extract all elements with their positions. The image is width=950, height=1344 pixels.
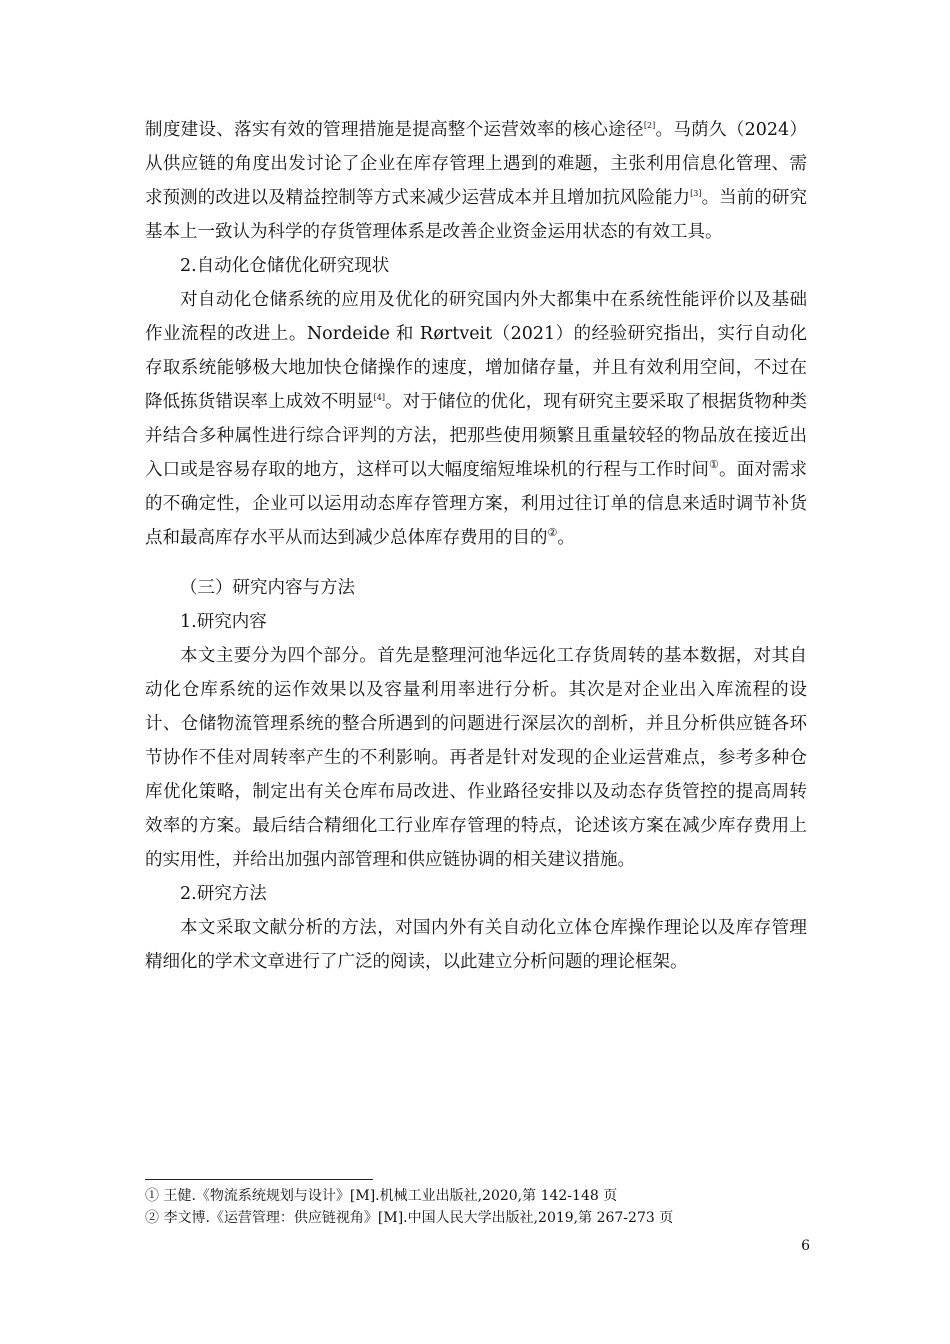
- citation-3: [3]: [690, 189, 702, 199]
- footnotes: [145, 1185, 807, 1229]
- paragraph-inventory-review: 制度建设、落实有效的管理措施是提高整个运营效率的核心途径[2]。马荫久（2024）从供应链的角度出发讨论了企业在库存管理上遇到的难题，主张利用信息化管理、需求预测的改进以及精益控制等方式来减少运营成本并且增加抗风险能力[3]。当前的研究基本上一致认为科学的存货管理体系是改善企业资金运用状态的有效工具。: [145, 120, 808, 242]
- section-heading-content-methods: （三）研究内容与方法: [180, 578, 355, 598]
- paragraph-research-method: 本文采取文献分析的方法，对国内外有关自动化立体仓库操作理论以及库存管理精细化的学术文章进行了广泛的阅读，以此建立分析问题的理论框架。: [145, 918, 807, 972]
- citation-4: [4]: [373, 393, 385, 403]
- paragraph-automation-review: 对自动化仓储系统的应用及优化的研究国内外大都集中在系统性能评价以及基础作业流程的改进上。Nordeide 和 Rørtveit（2021）的经验研究指出，实行自动化存取系统能够极大地加快仓储操作的速度，增加储存量，并且有效利用空间，不过在降低拣货错误率上成效不明显[4]。对于储位的优化，现有研究主要采取了根据货物种类并结合多种属性进行综合评判的方法，把那些使用频繁且重量较轻的物品放在接近出入口或是容易存取的地方，这样可以大幅度缩短堆垛机的行程与工作时间①。面对需求的不确定性，企业可以运用动态库存管理方案，利用过往订单的信息来适时调节补货点和最高库存水平从而达到减少总体库存费用的目的②。: [145, 290, 807, 548]
- paragraph-research-content: 本文主要分为四个部分。首先是整理河池华远化工存货周转的基本数据，对其自动化仓库系统的运作效果以及容量利用率进行分析。其次是对企业出入库流程的设计、仓储物流管理系统的整合所遇到的问题进行深层次的剖析，并且分析供应链各环节协作不佳对周转率产生的不利影响。再者是针对发现的企业运营难点，参考多种仓库优化策略，制定出有关仓库布局改进、作业路径安排以及动态存货管控的提高周转效率的方案。最后结合精细化工行业库存管理的特点，论述该方案在减少库存费用上的实用性，并给出加强内部管理和供应链协调的相关建议措施。: [145, 646, 807, 870]
- footnote-2: ② 李文博.《运营管理：供应链视角》[M].中国人民大学出版社,2019,第 267-273 页: [145, 1210, 674, 1226]
- heading-automation-status: 2.自动化仓储优化研究现状: [180, 256, 390, 276]
- citation-2: [2]: [643, 121, 656, 131]
- page-number: 6: [801, 1238, 810, 1254]
- heading-research-content: 1.研究内容: [180, 612, 267, 632]
- footnote-mark-2: ②: [547, 526, 558, 540]
- footnote-1: ① 王健.《物流系统规划与设计》[M].机械工业出版社,2020,第 142-148 页: [145, 1188, 618, 1204]
- main-text: [145, 113, 807, 979]
- heading-research-method: 2.研究方法: [180, 884, 267, 904]
- footnote-separator: [145, 1179, 373, 1180]
- footnote-mark-1: ①: [709, 458, 719, 472]
